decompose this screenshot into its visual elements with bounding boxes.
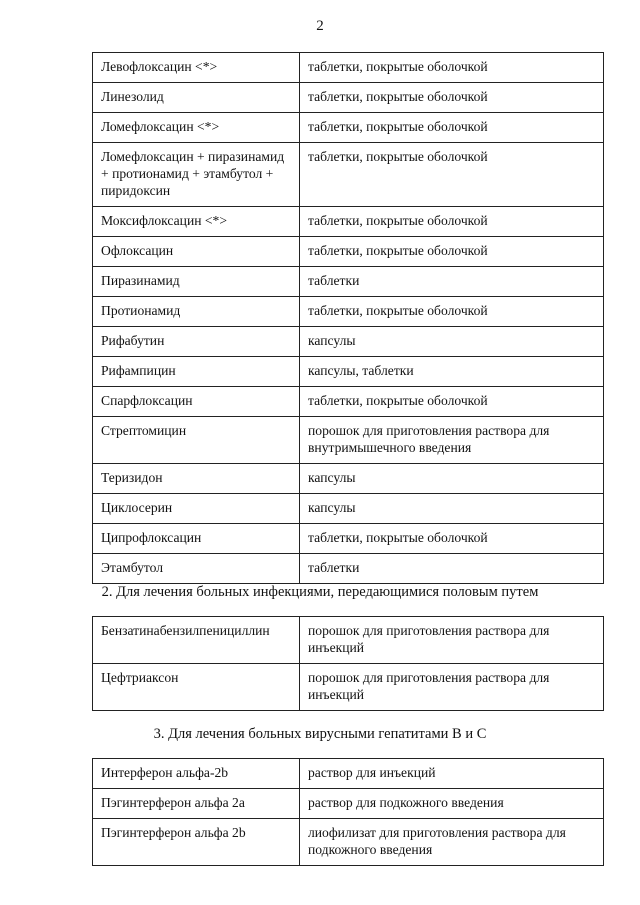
table-row xyxy=(93,664,604,711)
drug-name: Моксифлоксацин <*> xyxy=(93,207,300,237)
table-row xyxy=(93,387,604,417)
drug-form: порошок для приготовления раствора для инъекций xyxy=(300,617,604,664)
drug-form: таблетки, покрытые оболочкой xyxy=(300,297,604,327)
table-row xyxy=(93,759,604,789)
table-row xyxy=(93,53,604,83)
drug-name: Циклосерин xyxy=(93,494,300,524)
table-row xyxy=(93,494,604,524)
table-row xyxy=(93,237,604,267)
drug-form: таблетки, покрытые оболочкой xyxy=(300,387,604,417)
section-heading-hepatitis: 3. Для лечения больных вирусными гепатитами В и С xyxy=(153,726,487,742)
drug-name: Левофлоксацин <*> xyxy=(93,53,300,83)
table-row xyxy=(93,83,604,113)
drug-name: Рифампицин xyxy=(93,357,300,387)
drug-form: капсулы xyxy=(300,327,604,357)
table-row xyxy=(93,464,604,494)
table-row xyxy=(93,357,604,387)
drug-name: Линезолид xyxy=(93,83,300,113)
drug-form: капсулы xyxy=(300,464,604,494)
drug-name: Офлоксацин xyxy=(93,237,300,267)
drug-form: таблетки, покрытые оболочкой xyxy=(300,143,604,207)
drug-form: таблетки, покрытые оболочкой xyxy=(300,524,604,554)
table-row xyxy=(93,113,604,143)
drug-name: Пэгинтерферон альфа 2b xyxy=(93,819,300,866)
drug-name: Пиразинамид xyxy=(93,267,300,297)
drug-name: Ломефлоксацин <*> xyxy=(93,113,300,143)
table-row xyxy=(93,207,604,237)
table-row xyxy=(93,617,604,664)
table-row xyxy=(93,524,604,554)
drug-form: порошок для приготовления раствора для инъекций xyxy=(300,664,604,711)
table-row xyxy=(93,554,604,584)
drug-table-sti xyxy=(92,616,604,711)
drug-form: раствор для подкожного введения xyxy=(300,789,604,819)
drug-name: Цефтриаксон xyxy=(93,664,300,711)
table-row xyxy=(93,789,604,819)
drug-form: таблетки xyxy=(300,554,604,584)
drug-form: капсулы, таблетки xyxy=(300,357,604,387)
table-row xyxy=(93,819,604,866)
section-heading-sti: 2. Для лечения больных инфекциями, передающимися половым путем xyxy=(101,584,539,600)
drug-name: Этамбутол xyxy=(93,554,300,584)
drug-form: таблетки, покрытые оболочкой xyxy=(300,83,604,113)
drug-table-hepatitis xyxy=(92,758,604,866)
page-number: 2 xyxy=(316,18,324,34)
drug-name: Протионамид xyxy=(93,297,300,327)
drug-name: Ципрофлоксацин xyxy=(93,524,300,554)
drug-form: порошок для приготовления раствора для внутримышечного введения xyxy=(300,417,604,464)
drug-name: Ломефлоксацин + пиразинамид + протионамид + этамбутол + пиридоксин xyxy=(93,143,300,207)
drug-name: Интерферон альфа-2b xyxy=(93,759,300,789)
table-row xyxy=(93,297,604,327)
drug-table-tuberculosis xyxy=(92,52,604,584)
drug-name: Теризидон xyxy=(93,464,300,494)
drug-form: лиофилизат для приготовления раствора для подкожного введения xyxy=(300,819,604,866)
drug-form: таблетки, покрытые оболочкой xyxy=(300,53,604,83)
drug-form: раствор для инъекций xyxy=(300,759,604,789)
drug-form: таблетки xyxy=(300,267,604,297)
drug-form: таблетки, покрытые оболочкой xyxy=(300,237,604,267)
drug-name: Пэгинтерферон альфа 2а xyxy=(93,789,300,819)
drug-name: Рифабутин xyxy=(93,327,300,357)
table-row xyxy=(93,267,604,297)
table-row xyxy=(93,143,604,207)
table-row xyxy=(93,327,604,357)
drug-form: капсулы xyxy=(300,494,604,524)
drug-name: Бензатинабензилпенициллин xyxy=(93,617,300,664)
drug-name: Стрептомицин xyxy=(93,417,300,464)
drug-form: таблетки, покрытые оболочкой xyxy=(300,207,604,237)
table-row xyxy=(93,417,604,464)
drug-form: таблетки, покрытые оболочкой xyxy=(300,113,604,143)
drug-name: Спарфлоксацин xyxy=(93,387,300,417)
